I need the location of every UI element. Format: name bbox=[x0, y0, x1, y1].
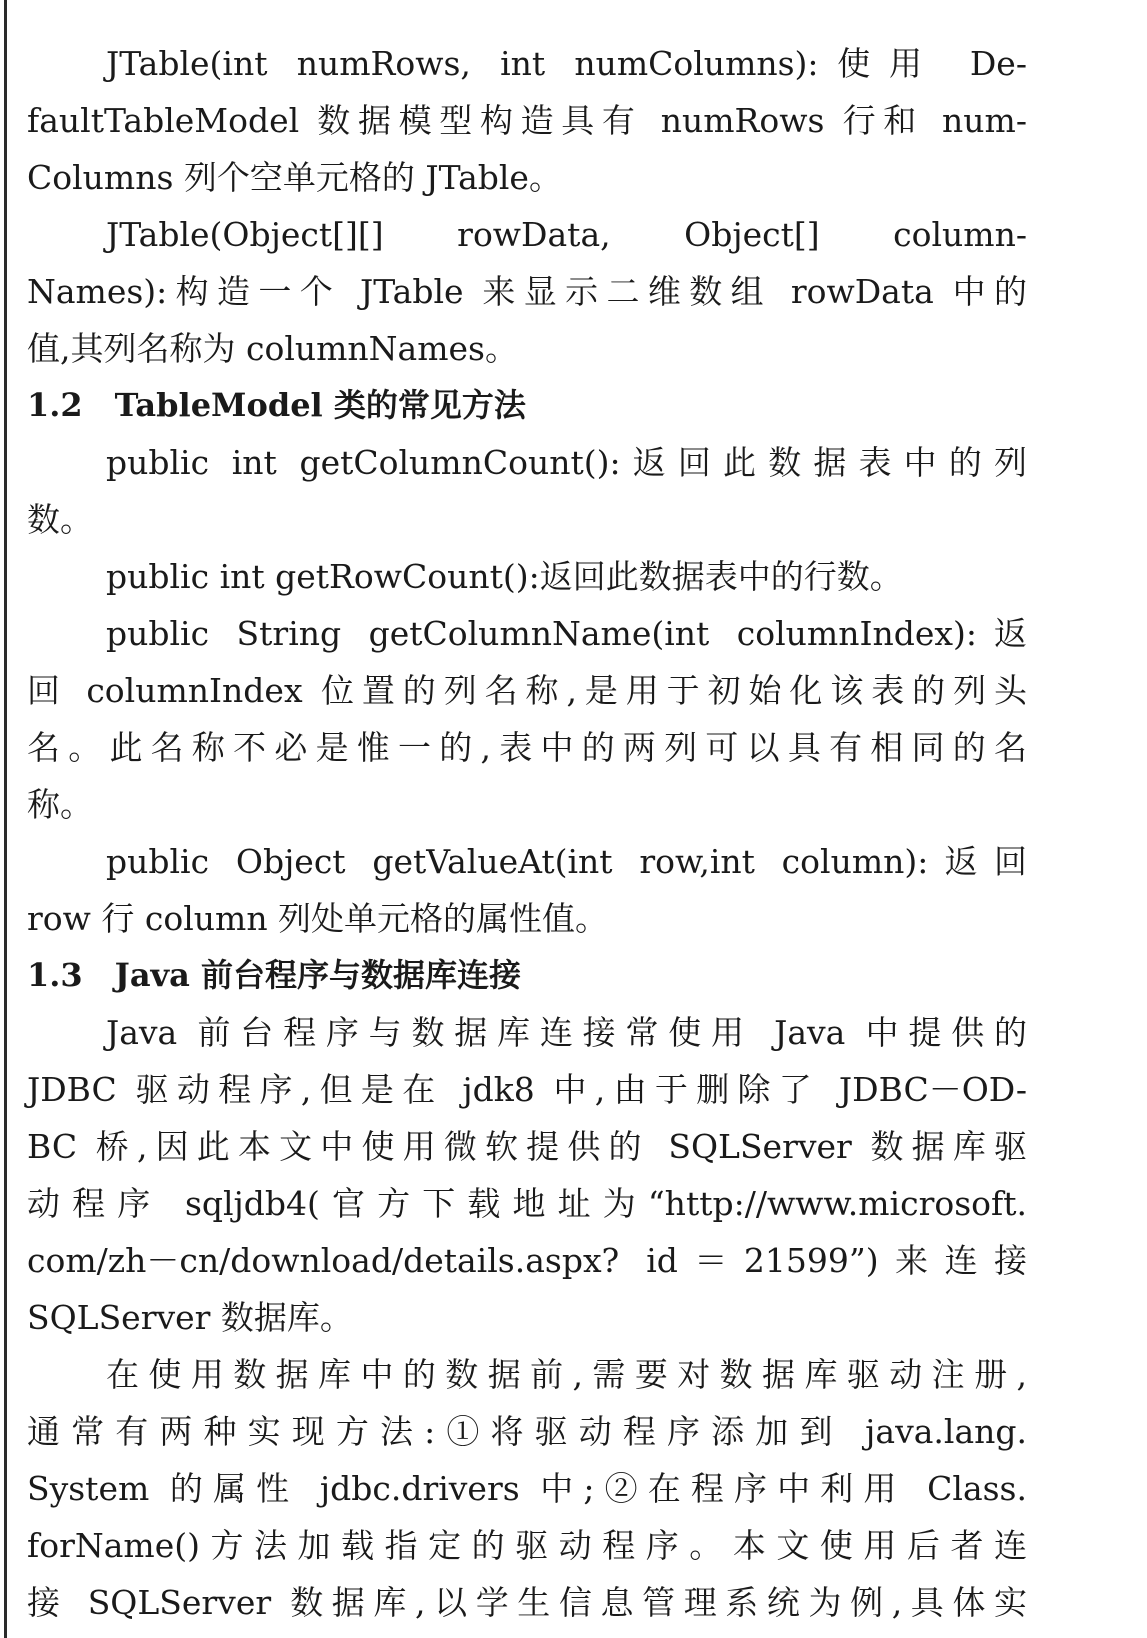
page-edge-line bbox=[4, 0, 7, 1638]
paragraph-jtable-rowdata-line-2: Names):构造一个 JTable 来显示二维数组 rowData 中的 bbox=[27, 272, 1027, 311]
paragraph-jtable-rows-columns-line-2: faultTableModel 数据模型构造具有 numRows 行和 num- bbox=[27, 101, 1027, 140]
paragraph-java-jdbc-line-1: Java 前台程序与数据库连接常使用 Java 中提供的 bbox=[106, 1013, 1027, 1052]
paragraph-jtable-rows-columns-line-3: Columns 列个空单元格的 JTable。 bbox=[27, 158, 562, 197]
paragraph-jtable-rowdata-line-3: 值,其列名称为 columnNames。 bbox=[27, 329, 518, 368]
paragraph-driver-registration-line-1: 在使用数据库中的数据前,需要对数据库驱动注册, bbox=[106, 1355, 1027, 1394]
paragraph-getcolumncount-line-1: public int getColumnCount():返回此数据表中的列 bbox=[106, 443, 1027, 482]
paragraph-getcolumnname-line-2: 回 columnIndex 位置的列名称,是用于初始化该表的列头 bbox=[27, 671, 1027, 710]
paragraph-getcolumncount-line-2: 数。 bbox=[27, 500, 93, 539]
paragraph-java-jdbc-line-6: SQLServer 数据库。 bbox=[27, 1298, 353, 1337]
paragraph-driver-registration-line-4: forName()方法加载指定的驱动程序。本文使用后者连 bbox=[27, 1526, 1027, 1565]
paragraph-getcolumnname-line-1: public String getColumnName(int columnIndex):返 bbox=[106, 614, 1027, 653]
paragraph-java-jdbc-line-2: JDBC 驱动程序,但是在 jdk8 中,由于删除了 JDBC－OD- bbox=[27, 1070, 1027, 1109]
paragraph-getcolumnname-line-4: 称。 bbox=[27, 785, 93, 824]
paragraph-driver-registration-line-5: 接 SQLServer 数据库,以学生信息管理系统为例,具体实 bbox=[27, 1583, 1027, 1622]
paragraph-jtable-rowdata-line-1: JTable(Object[][] rowData, Object[] column- bbox=[106, 215, 1027, 254]
document-body bbox=[27, 35, 1027, 1631]
paragraph-driver-registration-line-3: System 的属性 jdbc.drivers 中;②在程序中利用 Class. bbox=[27, 1469, 1027, 1508]
paragraph-getvalueat-line-1: public Object getValueAt(int row,int column):返回 bbox=[106, 842, 1027, 881]
paragraph-getcolumnname-line-3: 名。此名称不必是惟一的,表中的两列可以具有相同的名 bbox=[27, 728, 1027, 767]
paragraph-driver-registration-line-2: 通常有两种实现方法:①将驱动程序添加到 java.lang. bbox=[27, 1412, 1027, 1451]
paragraph-jtable-rows-columns-line-1: JTable(int numRows, int numColumns):使用 De- bbox=[106, 44, 1027, 83]
paragraph-getrowcount-line-1: public int getRowCount():返回此数据表中的行数。 bbox=[106, 557, 903, 596]
section-heading-1-3: 1.3 Java 前台程序与数据库连接 bbox=[27, 956, 522, 994]
paragraph-java-jdbc-line-3: BC 桥,因此本文中使用微软提供的 SQLServer 数据库驱 bbox=[27, 1127, 1027, 1166]
paragraph-java-jdbc-line-4: 动程序 sqljdb4(官方下载地址为“http://www.microsoft. bbox=[27, 1184, 1027, 1223]
paragraph-java-jdbc-line-5: com/zh－cn/download/details.aspx? id＝21599”)来连接 bbox=[27, 1241, 1027, 1280]
paragraph-getvalueat-line-2: row 行 column 列处单元格的属性值。 bbox=[27, 899, 609, 938]
section-heading-1-2: 1.2 TableModel 类的常见方法 bbox=[27, 386, 526, 424]
